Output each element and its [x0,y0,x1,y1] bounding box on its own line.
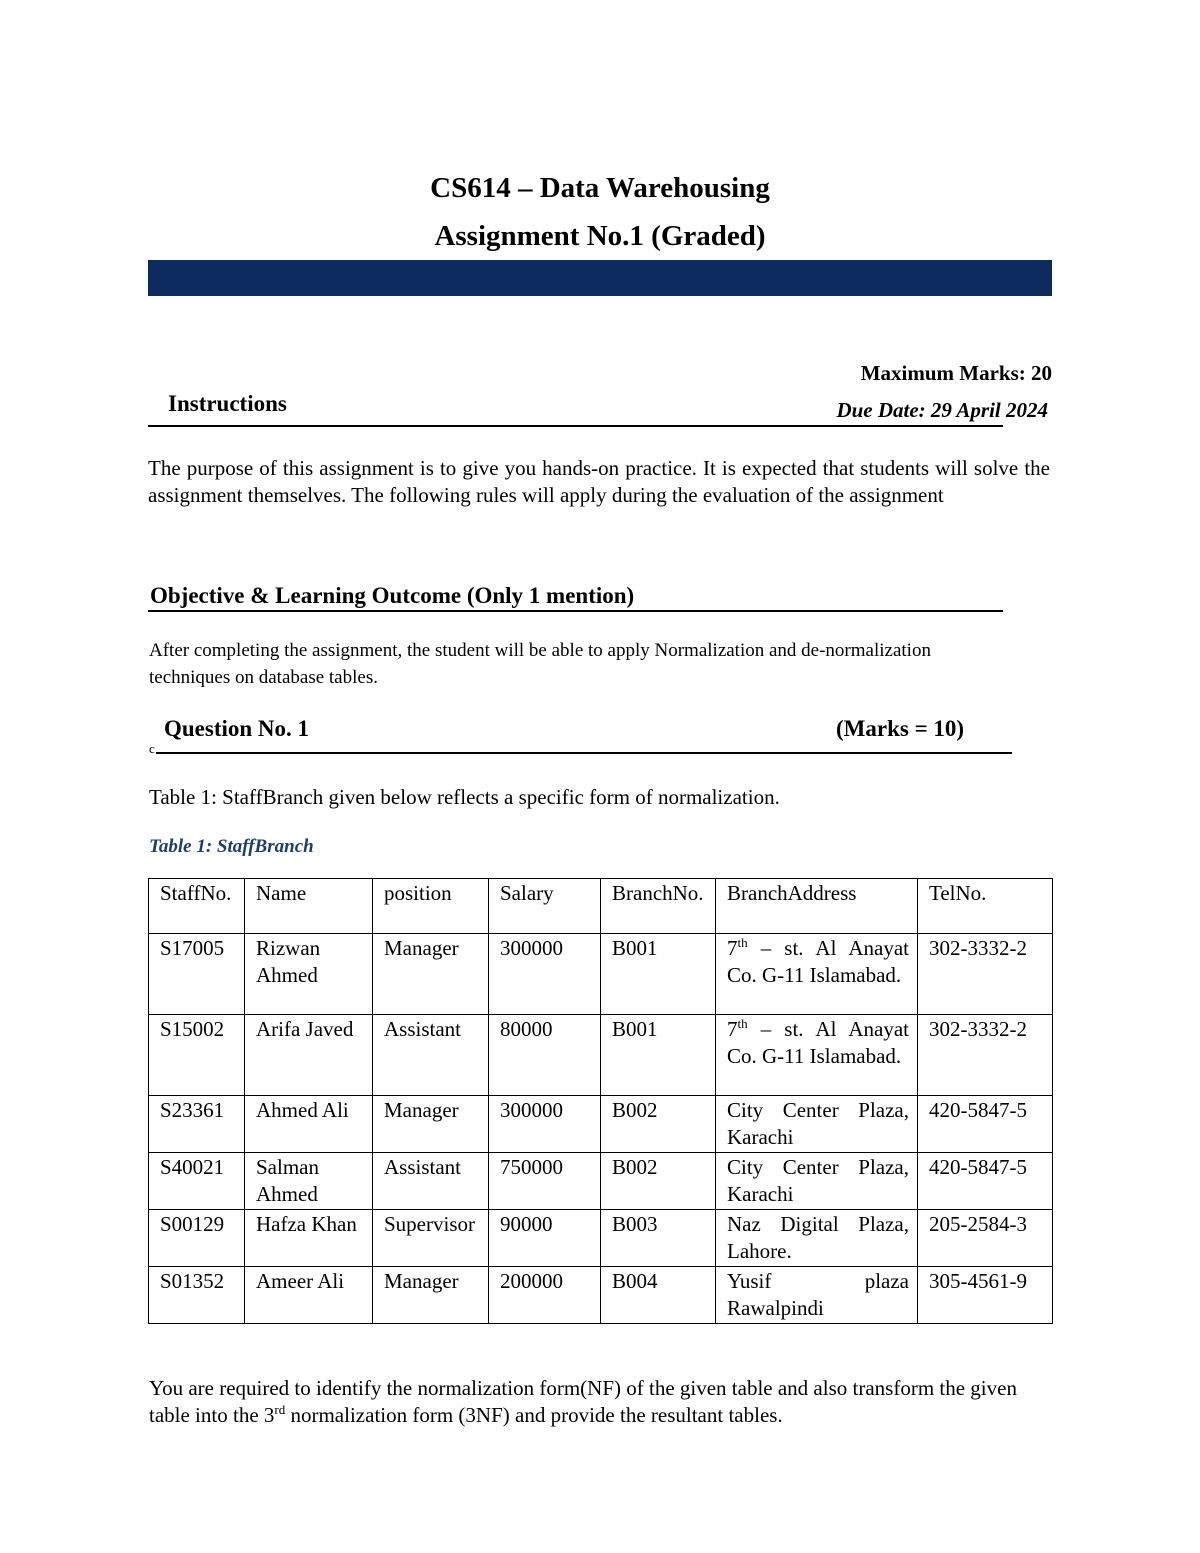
header-cell: BranchAddress [716,879,918,934]
table-cell: 302-3332-2 [918,934,1053,1015]
question-heading: Question No. 1 [164,716,310,741]
question-marker: c [149,741,155,756]
table-cell: B002 [601,1153,716,1210]
max-marks: Maximum Marks: 20 [860,361,1052,385]
table-cell: Assistant [373,1153,489,1210]
table-cell: Hafza Khan [245,1210,373,1267]
requirement-text-part2: normalization form (3NF) and provide the resultant tables. [285,1403,783,1427]
address-cell: Naz Digital Plaza, Lahore. [716,1210,918,1267]
table-cell: Arifa Javed [245,1015,373,1096]
objective-text: After completing the assignment, the student will be able to apply Normalization and de-normalization techniques on database tables. [149,640,931,688]
document-title: CS614 – Data Warehousing [430,172,770,204]
objective-heading: Objective & Learning Outcome (Only 1 mention) [150,583,635,608]
document-subtitle: Assignment No.1 (Graded) [434,220,766,252]
table-cell: 305-4561-9 [918,1267,1053,1324]
table-cell: 420-5847-5 [918,1153,1053,1210]
header-cell: StaffNo. [149,879,245,934]
table-cell: S40021 [149,1153,245,1210]
table-cell: B003 [601,1210,716,1267]
table-cell: Salman Ahmed [245,1153,373,1210]
question-intro: Table 1: StaffBranch given below reflects a specific form of normalization. [149,785,780,809]
intro-paragraph: The purpose of this assignment is to give you hands-on practice. It is expected that students will solve the assignment themselves. The following rules will apply during the evaluation of the assignment [148,456,1050,507]
table-cell: S23361 [149,1096,245,1153]
instructions-heading: Instructions [168,391,287,416]
address-cell: City Center Plaza, Karachi [716,1096,918,1153]
header-band [148,260,1052,296]
superscript-rd: rd [274,1402,286,1417]
table-cell: 80000 [489,1015,601,1096]
table-header-row [149,879,1053,934]
header-cell: position [373,879,489,934]
table-cell: Manager [373,1096,489,1153]
staff-branch-table [148,878,1053,1324]
table-cell: Manager [373,1267,489,1324]
table-cell: 200000 [489,1267,601,1324]
header-cell: TelNo. [918,879,1053,934]
table-cell: B002 [601,1096,716,1153]
objective-rule [148,610,1003,612]
table-row [149,1267,1053,1324]
table-cell: S01352 [149,1267,245,1324]
table-row [149,1210,1053,1267]
superscript-th: th [737,935,748,950]
address-cell: 7th – st. Al Anayat Co. G-11 Islamabad. [716,934,918,1015]
table-cell: Rizwan Ahmed [245,934,373,1015]
table-cell: B004 [601,1267,716,1324]
table-cell: Manager [373,934,489,1015]
table-cell: 90000 [489,1210,601,1267]
table-row [149,1096,1053,1153]
question-marks: (Marks = 10) [836,716,965,741]
table-cell: Assistant [373,1015,489,1096]
table-cell: 420-5847-5 [918,1096,1053,1153]
superscript-th: th [737,1016,748,1031]
table-cell: 750000 [489,1153,601,1210]
table-cell: B001 [601,1015,716,1096]
table-cell: Ahmed Ali [245,1096,373,1153]
question-rule [156,752,1012,754]
table-caption: Table 1: StaffBranch [149,836,314,857]
table-cell: B001 [601,934,716,1015]
header-cell: Salary [489,879,601,934]
table-cell: S17005 [149,934,245,1015]
address-cell: City Center Plaza, Karachi [716,1153,918,1210]
table-cell: Supervisor [373,1210,489,1267]
requirement-paragraph [149,1375,1049,1429]
table-row [149,934,1053,1015]
due-date: Due Date: 29 April 2024 [836,398,1048,422]
table-cell: Ameer Ali [245,1267,373,1324]
address-cell: 7th – st. Al Anayat Co. G-11 Islamabad. [716,1015,918,1096]
table-cell: 300000 [489,1096,601,1153]
requirement-text-part1: You are required to identify the normalization form(NF) of the given table and also transform the given table into the 3 [149,1376,1017,1427]
table-row [149,1153,1053,1210]
address-cell: Yusif plaza Rawalpindi [716,1267,918,1324]
table-cell: S00129 [149,1210,245,1267]
table-row [149,1015,1053,1096]
header-cell: Name [245,879,373,934]
table-cell: 205-2584-3 [918,1210,1053,1267]
table-cell: S15002 [149,1015,245,1096]
table-cell: 300000 [489,934,601,1015]
header-cell: BranchNo. [601,879,716,934]
instructions-rule [148,425,1003,427]
table-cell: 302-3332-2 [918,1015,1053,1096]
